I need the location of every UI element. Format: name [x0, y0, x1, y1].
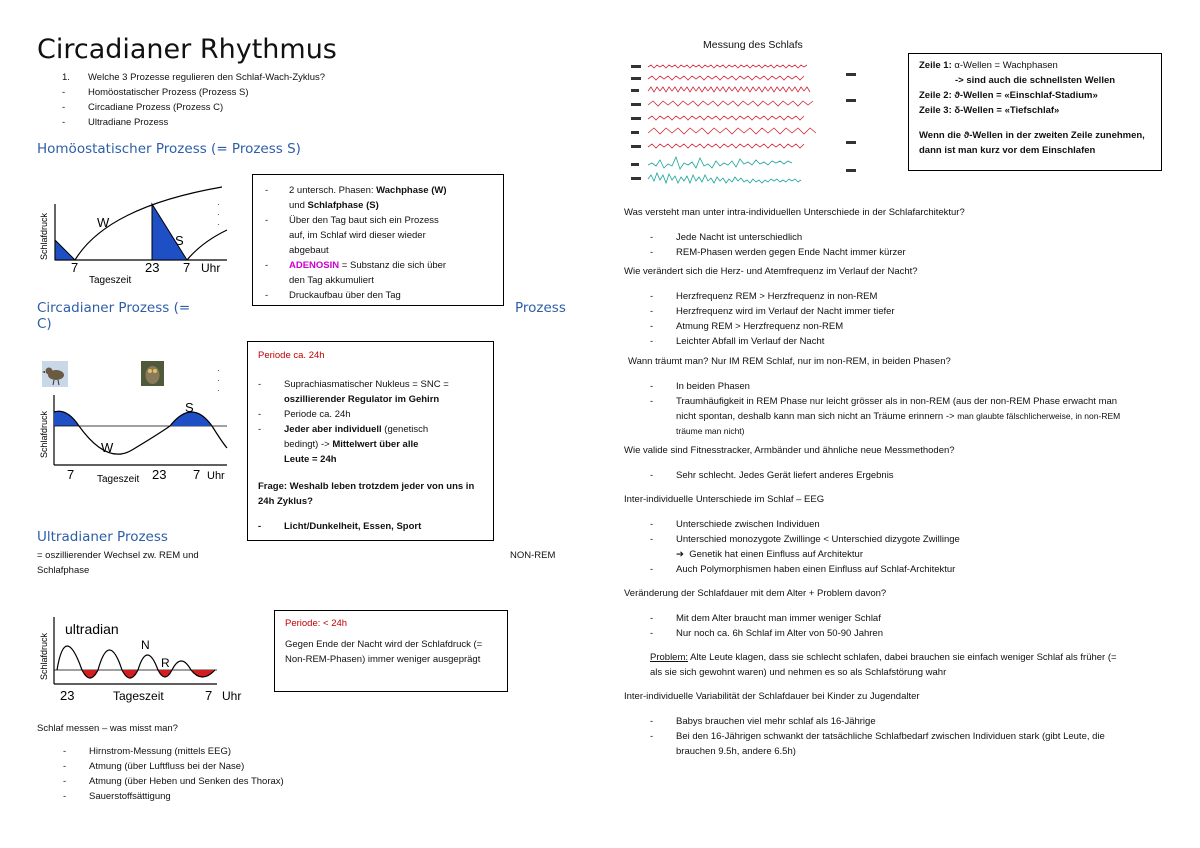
text: Suprachiasmatischer Nukleus = SNC = — [284, 379, 449, 390]
eeg-legend-box — [908, 53, 1162, 171]
s-label: S — [175, 233, 184, 248]
text: Alte Leute klagen, dass sie schlecht schlafen, dabei brauchen sie einfach weniger Schlaf als früher (= — [688, 652, 1117, 663]
question: Wie valide sind Fitnesstracker, Armbänder und ähnliche neue Messmethoden? — [624, 445, 955, 456]
text: = oszillierender Wechsel zw. REM und — [37, 550, 199, 561]
text: Schlafphase — [37, 565, 90, 576]
list-item: - Leichter Abfall im Verlauf der Nacht — [624, 334, 1184, 349]
lark-bird-icon — [42, 361, 68, 387]
list-item: - Auch Polymorphismen haben einen Einfluss auf Schlaf-Architektur — [624, 562, 1184, 577]
bold-text: Zeile 1: — [919, 60, 955, 71]
unit-label: Uhr — [201, 261, 221, 275]
text: als sie sich gewohnt waren) und nehmen es so als Schlafstörung wahr — [650, 667, 947, 678]
bold-text: ϑ-Wellen = «Einschlaf-Stadium» — [954, 90, 1098, 101]
problem-label: Problem: — [650, 652, 689, 663]
ultradian-chart — [37, 612, 242, 707]
legend-row-2 — [919, 88, 1155, 103]
list-item: - Circadiane Prozess (Prozess C) — [62, 100, 422, 115]
section-heading-homeo: Homöostatischer Prozess (= Prozess S) — [37, 141, 301, 157]
list-item — [624, 729, 1184, 759]
list-item: - Atmung REM > Herzfrequenz non-REM — [624, 319, 1184, 334]
tick-label: 23 — [152, 467, 167, 482]
homeo-info-box — [252, 174, 504, 306]
text: Leute = 24h — [284, 454, 337, 465]
x-axis-label: Tageszeit — [97, 474, 140, 485]
measure-list — [37, 744, 377, 804]
bold-text: δ-Wellen = «Tiefschlaf» — [954, 105, 1060, 116]
arrow-icon: ➔ — [676, 549, 684, 560]
text: Non-REM-Phasen) immer weniger ausgeprägt — [285, 654, 481, 665]
tick-label: 7 — [205, 688, 213, 703]
tick-label: 7 — [71, 260, 79, 275]
list-item: - Nur noch ca. 6h Schlaf im Alter von 50-90 Jahren — [624, 626, 1184, 641]
dots: · · · — [217, 200, 220, 229]
text: den Tag akkumuliert — [289, 275, 374, 286]
bold-text: oszillierender Regulator im Gehirn — [284, 394, 440, 405]
text: man glaubte fälschlicherweise, in non-REM — [957, 411, 1121, 421]
circadian-chart — [37, 390, 232, 485]
page-title: Circadianer Rhythmus — [37, 34, 337, 65]
intro-question — [62, 70, 422, 85]
list-item — [232, 377, 485, 407]
box-text — [285, 637, 499, 667]
x-axis-label: Tageszeit — [89, 275, 132, 286]
question: Inter-individuelle Unterschiede im Schlaf – EEG — [624, 494, 825, 505]
list-item: - Sehr schlecht. Jedes Gerät liefert anderes Ergebnis — [624, 468, 1184, 483]
text: Wenn die ϑ-Wellen in der zweiten Zeile zunehmen, — [919, 130, 1145, 141]
y-axis-label: Schlafdruck — [39, 212, 49, 260]
list-item — [265, 183, 497, 213]
list-item: - Herzfrequenz REM > Herzfrequenz in non-REM — [624, 289, 1184, 304]
list-item: - Babys brauchen viel mehr schlaf als 16-Jährige — [624, 714, 1184, 729]
tick-label: 7 — [67, 467, 75, 482]
text: träume man nicht) — [676, 426, 745, 436]
list-item: - Atmung (über Luftfluss bei der Nase) — [37, 759, 377, 774]
text: Bei den 16-Jährigen schwankt der tatsächliche Schlafbedarf zwischen Individuen stark (gibt Leute, die — [676, 731, 1105, 742]
list-item: - Mit dem Alter braucht man immer weniger Schlaf — [624, 611, 1184, 626]
text: 2 untersch. Phasen: — [289, 185, 377, 196]
tick-label: 23 — [145, 260, 160, 275]
text: Über den Tag baut sich ein Prozess — [289, 215, 439, 226]
list-item: - Jede Nacht ist unterschiedlich — [624, 230, 1184, 245]
question: Inter-individuelle Variabilität der Schlafdauer bei Kinder zu Jugendalter — [624, 691, 920, 702]
question-text — [258, 479, 485, 509]
eeg-title: Messung des Schlafs — [703, 39, 803, 51]
list-item: - REM-Phasen werden gegen Ende Nacht immer kürzer — [624, 245, 1184, 260]
section-heading-circ — [37, 300, 190, 332]
bold-text: Zeile 3: — [919, 105, 955, 116]
tick-label: 23 — [60, 688, 75, 703]
list-item: - Druckaufbau über den Tag — [265, 288, 497, 303]
w-label: W — [101, 440, 114, 455]
list-item: - Hirnstrom-Messung (mittels EEG) — [37, 744, 377, 759]
bold-text: Jeder aber individuell — [284, 424, 382, 435]
text: brauchen 9.5h, andere 6.5h) — [676, 746, 796, 757]
ultra-desc — [37, 548, 199, 578]
text: dann ist man kurz vor dem Einschlafen — [919, 145, 1096, 156]
list-item: - Periode ca. 24h — [232, 407, 485, 422]
list-item: - Atmung (über Heben und Senken des Thorax) — [37, 774, 377, 789]
section-heading-ultra: Ultradianer Prozess — [37, 529, 168, 545]
text: auf, im Schlaf wird dieser wieder — [289, 230, 426, 241]
text: Genetik hat einen Einfluss auf Architektur — [689, 549, 863, 560]
arrow-item — [624, 547, 1184, 562]
intro-list — [62, 70, 422, 130]
y-axis-label: Schlafdruck — [39, 410, 49, 458]
text: Frage: Weshalb leben trotzdem jeder von uns in — [258, 481, 475, 492]
unit-label: Uhr — [222, 689, 242, 703]
right-column — [624, 205, 1184, 759]
section-heading-circ-right: Prozess — [515, 300, 566, 316]
text: 24h Zyklus? — [258, 496, 313, 507]
list-item: - Licht/Dunkelheit, Essen, Sport — [232, 519, 485, 534]
list-item: - In beiden Phasen — [624, 379, 1184, 394]
w-label: W — [97, 215, 110, 230]
text: Traumhäufigkeit in REM Phase nur leicht grösser als in non-REM (aus der non-REM Phase erwacht man — [676, 396, 1118, 407]
adenosin-label: ADENOSIN — [289, 260, 340, 271]
list-item — [232, 422, 485, 467]
question: Veränderung der Schlafdauer mit dem Alter + Problem davon? — [624, 588, 887, 599]
x-axis-label: Tageszeit — [113, 689, 164, 703]
list-item — [265, 213, 497, 258]
homeostatic-chart — [37, 182, 232, 286]
list-item: - Sauerstoffsättigung — [37, 789, 377, 804]
text: bedingt) -> — [284, 439, 333, 450]
list-item: - Homöostatischer Prozess (Prozess S) — [62, 85, 422, 100]
list-item — [624, 394, 1184, 439]
legend-row-1b: -> sind auch die schnellsten Wellen — [955, 75, 1116, 86]
bold-text: Wachphase (W) — [376, 185, 447, 196]
problem-note — [624, 650, 1184, 680]
text: und — [289, 200, 308, 211]
text: nicht spontan, deshalb kann man sich nicht an Träume erinnern -> — [676, 411, 958, 422]
tick-label: 7 — [183, 260, 191, 275]
y-axis-label: Schlafdruck — [39, 632, 49, 680]
owl-icon — [141, 361, 164, 386]
question: Wann träumt man? Nur IM REM Schlaf, nur im non-REM, in beiden Phasen? — [628, 356, 951, 367]
intro-question-text: Welche 3 Prozesse regulieren den Schlaf-Wach-Zyklus? — [88, 72, 326, 83]
bold-text: Zeile 2: — [919, 90, 955, 101]
n-label: N — [141, 638, 150, 652]
tick-label: 7 — [193, 467, 201, 482]
unit-label: Uhr — [207, 470, 225, 482]
measure-question: Schlaf messen – was misst man? — [37, 723, 178, 734]
eeg-traces-image — [628, 57, 860, 191]
heading-part: C) — [37, 316, 52, 332]
question: Was versteht man unter intra-individuellen Unterschiede in der Schlafarchitektur? — [624, 207, 965, 218]
period-label: Periode: < 24h — [285, 618, 348, 629]
r-label: R — [161, 656, 170, 670]
list-item: - Herzfrequenz wird im Verlauf der Nacht immer tiefer — [624, 304, 1184, 319]
text: (genetisch — [381, 424, 429, 435]
intro-number: 1. — [62, 72, 70, 83]
legend-row-1 — [919, 58, 1155, 73]
text: = Substanz die sich über — [339, 260, 447, 271]
text: abgebaut — [289, 245, 329, 256]
text: Gegen Ende der Nacht wird der Schlafdruck (= — [285, 639, 483, 650]
question: Wie verändert sich die Herz- und Atemfrequenz im Verlauf der Nacht? — [624, 266, 918, 277]
s-label: S — [185, 400, 194, 415]
bold-text: Schlafphase (S) — [307, 200, 379, 211]
period-label: Periode ca. 24h — [258, 350, 325, 361]
heading-part: Circadianer Prozess (= — [37, 300, 191, 316]
list-item: - Unterschiede zwischen Individuen — [624, 517, 1184, 532]
chart-label: ultradian — [65, 621, 119, 637]
circ-info-box — [247, 341, 494, 541]
list-item: - Unterschied monozygote Zwillinge < Unterschied dizygote Zwillinge — [624, 532, 1184, 547]
ultra-desc-right: NON-REM — [510, 550, 556, 561]
list-item: - Ultradiane Prozess — [62, 115, 422, 130]
legend-row-3 — [919, 103, 1155, 118]
bold-text: Mittelwert über alle — [332, 439, 419, 450]
dots: · · · — [217, 366, 220, 395]
list-item — [265, 258, 497, 288]
ultra-info-box — [274, 610, 508, 692]
legend-note — [919, 128, 1155, 158]
bold-text: α-Wellen = Wachphasen — [954, 60, 1058, 71]
